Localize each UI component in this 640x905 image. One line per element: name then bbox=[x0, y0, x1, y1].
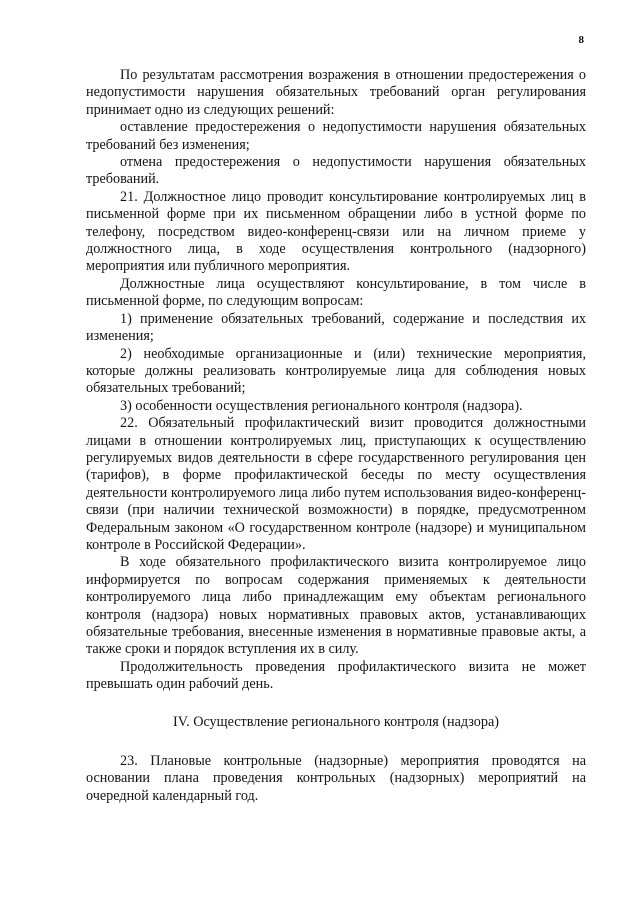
paragraph-decision-cancel: отмена предостережения о недопустимости нарушения обязательных требований. bbox=[86, 154, 586, 188]
paragraph-item-23: 23. Плановые контрольные (надзорные) мероприятия проводятся на основании плана проведения контрольных (надзорных) мероприятий на очередной календарный год. bbox=[86, 753, 586, 804]
page-number: 8 bbox=[578, 34, 584, 46]
paragraph-topic-1: 1) применение обязательных требований, содержание и последствия их изменения; bbox=[86, 310, 586, 345]
document-body bbox=[86, 67, 586, 805]
paragraph-decision-keep: оставление предостережения о недопустимости нарушения обязательных требований без изменения; bbox=[86, 119, 586, 153]
section-heading: IV. Осуществление регионального контроля (надзора) bbox=[172, 713, 500, 730]
paragraph-objection-result: По результатам рассмотрения возражения в отношении предостережения о недопустимости нарушения обязательных требований орган регулирования принимает одно из следующих решений: bbox=[86, 67, 586, 118]
paragraph-visit-duration: Продолжительность проведения профилактического визита не может превышать один рабочий день. bbox=[86, 658, 586, 693]
paragraph-item-21: 21. Должностное лицо проводит консультирование контролируемых лиц в письменной форме при их письменном обращении либо в устной форме по телефону, посредством видео-конференц-связи или на личном приеме у должностного лица, в ходе осуществления контрольного (надзорного) мероприятия или публичного мероприятия. bbox=[86, 188, 586, 275]
paragraph-consulting-topics: Должностные лица осуществляют консультирование, в том числе в письменной форме, по следующим вопросам: bbox=[86, 275, 586, 310]
paragraph-item-22: 22. Обязательный профилактический визит проводится должностными лицами в отношении контролируемых лиц, приступающих к осуществлению регулируемых видов деятельности в сфере государственного регулирования цен (тарифов), в форме профилактической беседы по месту осуществления деятельности контролируемого лица либо путем использования видео-конференц-связи (при наличии технической возможности) в порядке, предусмотренном Федеральным законом «О государственном контроле (надзоре) и муниципальном контроле в Российской Федерации». bbox=[86, 415, 586, 553]
paragraph-topic-3: 3) особенности осуществления регионального контроля (надзора). bbox=[120, 397, 523, 414]
paragraph-visit-info: В ходе обязательного профилактического визита контролируемое лицо информируется по вопросам содержания применяемых к деятельности контролируемого лица либо принадлежащим ему объектам регионального контроля (надзора) новых нормативных правовых актов, устанавливающих обязательные требования, внесенные изменения в нормативные правовые акты, а также сроки и порядок вступления их в силу. bbox=[86, 554, 586, 658]
paragraph-topic-2: 2) необходимые организационные и (или) технические мероприятия, которые должны реализовать контролируемые лица для соблюдения новых обязательных требований; bbox=[86, 345, 586, 397]
